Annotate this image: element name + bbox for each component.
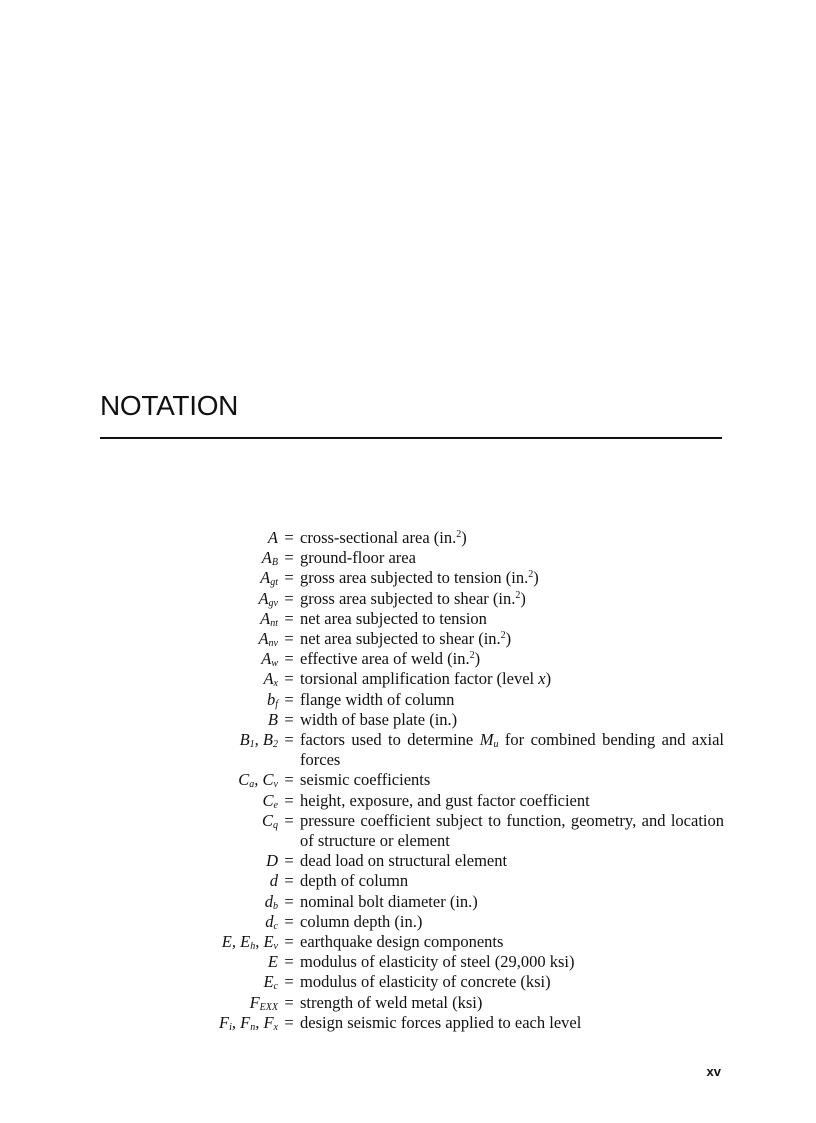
equals-sign: = [284,629,294,649]
equals-sign: = [284,669,294,689]
definition-part: modulus of elasticity of steel (29,000 ksi) [300,952,575,972]
definition-part: 2 [515,589,521,601]
notation-definition [300,690,724,710]
symbol-part: c [273,920,278,932]
notation-symbol [150,952,278,972]
notation-definition [300,912,724,932]
symbol-part: , E [255,932,274,952]
notation-symbol [150,589,278,609]
equals-sign: = [284,548,294,568]
notation-entry [150,528,724,548]
notation-symbol [150,791,278,811]
symbol-part: n [250,1021,256,1033]
notation-definition [300,548,724,568]
symbol-part: 2 [273,739,278,751]
notation-entry [150,548,724,568]
notation-entry [150,568,724,588]
definition-part: earthquake design components [300,932,504,952]
notation-definition [300,649,724,669]
symbol-part: x [273,1021,278,1033]
notation-symbol [150,993,278,1013]
definition-part: cross-sectional area (in. [300,528,457,547]
notation-definition [300,1013,724,1033]
notation-symbol [150,629,278,649]
symbol-part: A [261,649,272,669]
notation-symbol [150,528,278,548]
equals-sign: = [284,891,294,911]
symbol-part: c [273,981,278,993]
notation-entry [150,690,724,710]
symbol-part: gv [268,597,278,609]
equals-sign: = [284,709,294,729]
definition-part: pressure coefficient subject to function, geometry, and location of structure or element [300,810,724,851]
symbol-part: E [263,972,274,992]
equals-sign: = [284,810,294,830]
definition-part: strength of weld metal (ksi) [300,992,483,1012]
definition-part: ) [505,629,512,649]
definition-part: x [538,669,546,689]
definition-part: for combined bending and axial forces [300,730,724,770]
symbol-part: d [265,911,274,931]
notation-symbol [150,912,278,932]
symbol-part: C [262,790,274,810]
equals-sign: = [284,588,294,608]
symbol-part: b [273,900,278,912]
notation-entry [150,609,724,629]
equals-sign: = [284,911,294,931]
notation-definition [300,811,724,851]
notation-definition [300,871,724,891]
definition-part: design seismic forces applied to each level [300,1012,582,1032]
notation-definition [300,589,724,609]
notation-definition [300,972,724,992]
definition-part: flange width of column [300,689,455,709]
notation-definition [300,609,724,629]
equals-sign: = [284,952,294,972]
definition-part: effective area of weld (in. [300,649,470,669]
notation-entry [150,952,724,972]
symbol-part: A [258,629,269,649]
notation-definition [300,932,724,952]
notation-entry [150,972,724,992]
symbol-part: A [260,608,271,628]
page-title: NOTATION [100,390,239,421]
notation-entry [150,710,724,730]
definition-part: ) [461,528,467,547]
notation-definition [300,669,724,689]
symbol-part: A [263,669,274,689]
symbol-part: , F [231,1012,251,1032]
equals-sign: = [284,1012,294,1032]
symbol-part: e [273,799,278,811]
equals-sign: = [284,730,294,750]
notation-symbol [150,690,278,710]
symbol-part: C [238,770,250,790]
equals-sign: = [284,649,294,669]
notation-definition [300,791,724,811]
symbol-part: D [266,851,278,871]
equals-sign: = [284,770,294,790]
symbol-part: gt [270,577,278,589]
notation-entry [150,791,724,811]
definition-part: ground-floor area [300,548,416,568]
equals-sign: = [284,528,294,547]
notation-symbol [150,548,278,568]
notation-entry [150,669,724,689]
notation-entry [150,589,724,609]
notation-symbol [150,871,278,891]
notation-symbol [150,669,278,689]
notation-symbol [150,892,278,912]
symbol-part: v [273,779,278,791]
notation-definition [300,993,724,1013]
page-number: xv [706,1064,721,1079]
notation-definition [300,528,724,548]
notation-definition [300,629,724,649]
notation-symbol [150,972,278,992]
notation-entry [150,932,724,952]
definition-part: column depth (in.) [300,911,423,931]
symbol-part: i [229,1021,232,1033]
symbol-part: , B [254,730,273,750]
definition-part: depth of column [300,871,409,891]
definition-part: ) [520,588,526,608]
definition-part: modulus of elasticity of concrete (ksi) [300,972,551,992]
symbol-part: , C [254,770,274,790]
symbol-part: a [249,779,255,791]
definition-part: ) [545,669,552,689]
definition-part: ) [533,568,539,588]
definition-part: seismic coefficients [300,770,431,790]
notation-definition [300,851,724,871]
notation-definition [300,568,724,588]
symbol-part: E [267,952,278,972]
symbol-part: x [273,678,278,690]
definition-part: M [479,730,494,750]
notation-entry [150,892,724,912]
definition-part: nominal bolt diameter (in.) [300,891,478,911]
definition-part: dead load on structural element [300,851,508,871]
notation-entry [150,993,724,1013]
symbol-part: A [267,528,278,547]
symbol-part: , F [255,1012,274,1032]
definition-part: height, exposure, and gust factor coefficient [300,790,590,810]
notation-entry [150,649,724,669]
definition-part: u [493,739,499,751]
equals-sign: = [284,790,294,810]
symbol-part: EXX [259,1001,278,1013]
definition-part: torsional amplification factor (level [300,669,539,689]
notation-symbol [150,770,278,790]
definition-part: 2 [456,529,462,540]
symbol-part: nt [270,617,278,629]
symbol-part: A [258,588,269,608]
definition-part: gross area subjected to shear (in. [300,588,516,608]
notation-symbol [150,730,278,750]
notation-symbol [150,851,278,871]
equals-sign: = [284,689,294,709]
equals-sign: = [284,568,294,588]
symbol-part: B [239,730,250,750]
notation-definition [300,710,724,730]
notation-symbol [150,568,278,588]
equals-sign: = [284,851,294,871]
notation-symbol [150,710,278,730]
notation-definition [300,892,724,912]
symbol-part: E, E [221,932,251,952]
notation-entry [150,851,724,871]
symbol-part: nv [268,638,278,650]
symbol-part: w [271,658,278,670]
definition-part: net area subjected to shear (in. [300,629,501,649]
definition-part: net area subjected to tension [300,608,487,628]
equals-sign: = [284,871,294,891]
title-rule [100,437,722,439]
symbol-part: B [267,709,278,729]
symbol-part: v [273,941,278,953]
symbol-part: d [269,871,278,891]
equals-sign: = [284,992,294,1012]
notation-symbol [150,932,278,952]
notation-definition [300,952,724,972]
definition-part: width of base plate (in.) [300,709,458,729]
notation-list [150,528,724,1033]
notation-entry [150,629,724,649]
symbol-part: F [218,1012,230,1032]
symbol-part: A [261,548,272,568]
symbol-part: A [260,568,271,588]
symbol-part: q [273,819,278,831]
notation-symbol [150,649,278,669]
notation-definition [300,770,724,790]
notation-definition [300,730,724,770]
symbol-part: f [275,698,278,710]
symbol-part: d [264,891,273,911]
equals-sign: = [284,608,294,628]
notation-symbol [150,1013,278,1033]
definition-part: 2 [500,630,506,642]
definition-part: factors used to determine [300,730,480,750]
notation-symbol [150,811,278,831]
symbol-part: h [250,941,256,953]
symbol-part: 1 [249,739,255,751]
symbol-part: F [249,992,260,1012]
notation-entry [150,871,724,891]
notation-entry [150,912,724,932]
symbol-part: C [261,810,273,830]
symbol-part: B [271,557,278,569]
notation-entry [150,770,724,790]
definition-part: gross area subjected to tension (in. [300,568,529,588]
notation-symbol [150,609,278,629]
equals-sign: = [284,932,294,952]
notation-entry [150,1013,724,1033]
symbol-part: b [266,689,276,709]
notation-entry [150,730,724,770]
definition-part: 2 [528,569,534,581]
notation-entry [150,811,724,851]
definition-part: ) [474,649,481,669]
equals-sign: = [284,972,294,992]
definition-part: 2 [469,650,475,662]
